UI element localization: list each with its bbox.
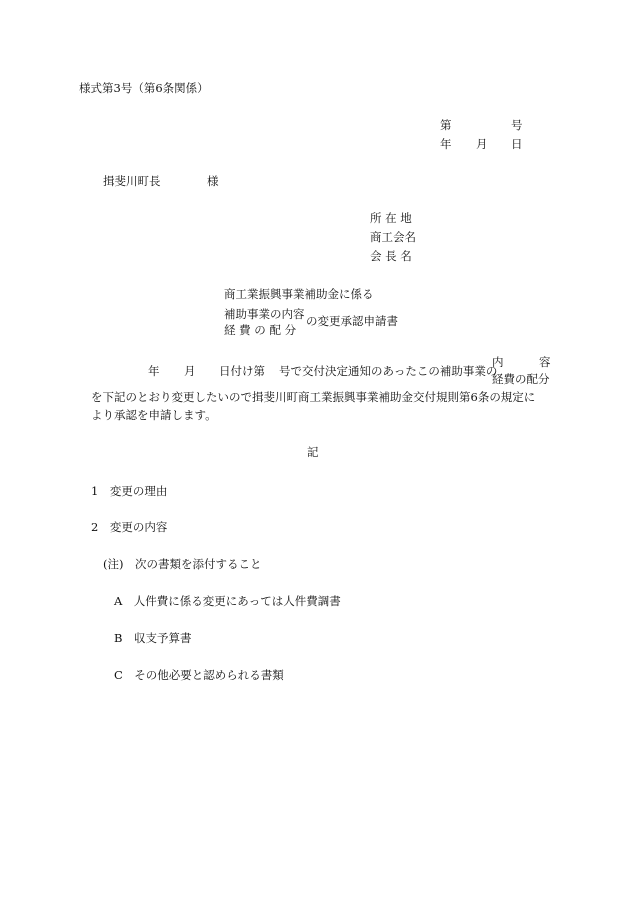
doc-number-go: 号 <box>511 118 523 132</box>
body-option-top-a: 内 <box>492 355 504 369</box>
attachment-a: A 人件費に係る変更にあっては人件費調書 <box>114 594 341 608</box>
item-content: 2 変更の内容 <box>91 520 168 534</box>
ki-heading: 記 <box>307 445 319 459</box>
form-number: 様式第3号（第6条関係） <box>79 81 209 95</box>
body-month: 月 <box>184 364 196 378</box>
body-day-text: 日付け第 <box>219 364 265 378</box>
applicant-head-label: 会 長 名 <box>370 249 412 263</box>
date-year: 年 <box>440 137 452 151</box>
addressee-sama: 様 <box>207 174 219 188</box>
body-line2: を下記のとおり変更したいので揖斐川町商工業振興事業補助金交付規則第6条の規定に <box>91 390 536 404</box>
title-option-expenses: 経 費 の 配 分 <box>224 322 297 337</box>
title-option-content: 補助事業の内容 <box>224 307 305 321</box>
body-year: 年 <box>148 364 160 378</box>
doc-number-dai: 第 <box>440 118 452 132</box>
item-reason: 1 変更の理由 <box>91 484 168 498</box>
title-suffix: の変更承認申請書 <box>306 314 398 328</box>
body-line3: より承認を申請します。 <box>91 408 217 422</box>
attachment-b: B 収支予算書 <box>114 631 192 645</box>
title-options <box>224 307 305 338</box>
applicant-address-label: 所 在 地 <box>370 211 412 225</box>
attachment-c: C その他必要と認められる書類 <box>114 668 284 682</box>
body-option-top-b: 容 <box>539 355 551 369</box>
title-line1: 商工業振興事業補助金に係る <box>224 287 374 301</box>
body-go-text: 号で交付決定通知のあったこの補助事業の <box>279 364 498 378</box>
body-option-bottom: 経費の配分 <box>492 372 550 386</box>
date-day: 日 <box>511 137 523 151</box>
applicant-org-label: 商工会名 <box>370 230 416 244</box>
date-month: 月 <box>476 137 488 151</box>
addressee-mayor: 揖斐川町長 <box>103 174 161 188</box>
note-heading: (注) 次の書類を添付すること <box>103 557 262 571</box>
